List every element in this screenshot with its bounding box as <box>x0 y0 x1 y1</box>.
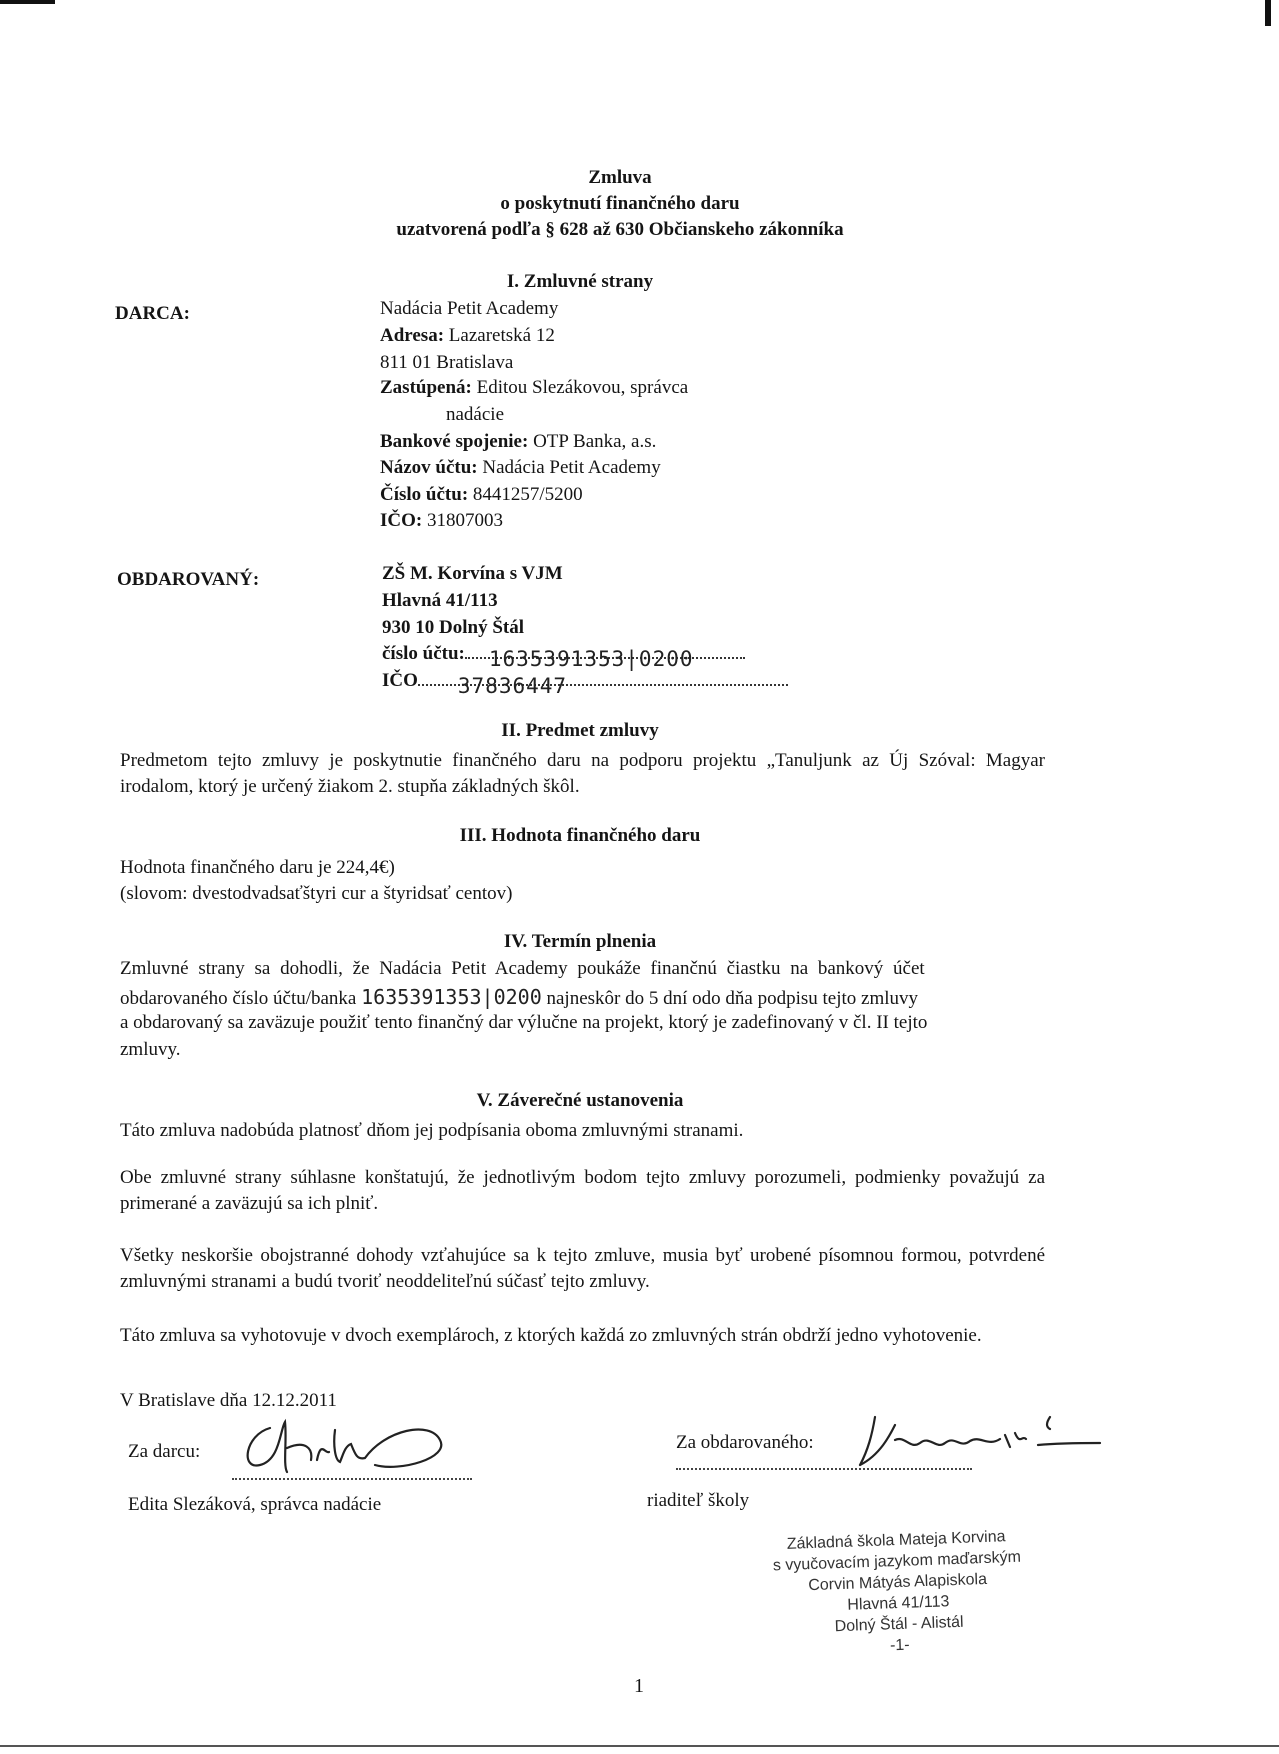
recipient-account-dotline <box>465 647 745 671</box>
donor-name: Nadácia Petit Academy <box>380 298 559 319</box>
section-5-title: V. Záverečné ustanovenia <box>476 1090 684 1111</box>
donor-account-name-label: Názov účtu: <box>380 457 478 478</box>
donor-signature-label: Za darcu: <box>128 1441 201 1462</box>
section-2-title: II. Predmet zmluvy <box>501 720 659 741</box>
place-and-date: V Bratislave dňa 12.12.2011 <box>120 1390 337 1411</box>
donor-account-name-value: Nadácia Petit Academy <box>482 457 661 478</box>
section-4-line-2-start: obdarovaného číslo účtu/banka <box>120 988 357 1009</box>
donor-ico <box>380 510 503 532</box>
section-5-paragraph-2: Obe zmluvné strany súhlasne konštatujú, že jednotlivým bodom tejto zmluvy porozumeli, podmienky považujú za primerané a zaväzujú sa ich plniť. <box>120 1167 1045 1214</box>
section-1-title: I. Zmluvné strany <box>506 271 654 292</box>
scan-mark-top-right <box>1265 0 1271 26</box>
section-3-in-words: (slovom: dvestodvadsaťštyri cur a štyridsať centov) <box>120 883 513 904</box>
section-4-line-4: zmluvy. <box>120 1039 181 1060</box>
recipient-signature <box>850 1405 1110 1475</box>
recipient-ico-dotline <box>418 674 788 698</box>
donor-signature-line <box>232 1478 472 1480</box>
section-3-value: Hodnota finančného daru je 224,4€) <box>120 857 395 878</box>
donor-account-name <box>380 457 661 479</box>
donor-represented-value: Editou Slezákovou, správca <box>476 377 689 398</box>
stamp-line-6: -1- <box>889 1636 910 1655</box>
recipient-name: ZŠ M. Korvína s VJM <box>382 563 563 584</box>
stamp-line-5: Dolný Štál - Alistál <box>834 1613 964 1636</box>
stamp-line-4: Hlavná 41/113 <box>847 1593 950 1614</box>
donor-account-no <box>380 484 583 506</box>
donor-ico-value: 31807003 <box>426 510 503 531</box>
contract-subtitle: o poskytnutí finančného daru <box>500 193 740 214</box>
section-4-account-handwritten: 1635391353|0200 <box>361 985 542 1009</box>
donor-bank <box>380 431 656 453</box>
section-5-paragraph-3: Všetky neskoršie obojstranné dohody vzťahujúce sa k tejto zmluve, musia byť urobené písomnou formou, potvrdené zmluvnými stranami a budú tvoriť neoddeliteľnú súčasť tejto zmluvy. <box>120 1245 1045 1292</box>
donor-address-value: Lazaretská 12 <box>448 325 555 346</box>
donor-city: 811 01 Bratislava <box>380 352 514 373</box>
scan-mark-bottom <box>0 1745 1279 1747</box>
donor-bank-value: OTP Banka, a.s. <box>533 431 657 452</box>
recipient-account <box>382 643 745 671</box>
recipient-ico-handwritten: 37836447 <box>457 674 568 698</box>
recipient-account-handwritten: 1635391353|0200 <box>488 647 694 671</box>
recipient-ico-label: IČO <box>382 670 418 691</box>
contract-title: Zmluva <box>588 167 652 188</box>
page-number: 1 <box>634 1675 644 1697</box>
recipient-signature-line <box>676 1468 972 1470</box>
stamp-line-1: Základná škola Mateja Korvina <box>786 1528 1006 1553</box>
donor-represented-label: Zastúpená: <box>380 377 472 398</box>
donor-label: DARCA: <box>115 303 190 324</box>
school-stamp <box>746 1525 1050 1661</box>
donor-signature <box>225 1410 465 1480</box>
donor-account-no-value: 8441257/5200 <box>472 484 583 505</box>
donor-address-label: Adresa: <box>380 325 445 346</box>
section-2-text: Predmetom tejto zmluvy je poskytnutie finančného daru na podporu projektu „Tanuljunk az Új Szóval: Magyar irodalom, ktorý je určený žiakom 2. stupňa základných škôl. <box>120 750 1045 797</box>
section-5-paragraph-4: Táto zmluva sa vyhotovuje v dvoch exemplároch, z ktorých každá zo zmluvných strán obdrží jedno vyhotovenie. <box>120 1325 982 1346</box>
recipient-account-label: číslo účtu: <box>382 643 465 664</box>
recipient-signatory-role: riaditeľ školy <box>647 1490 750 1511</box>
recipient-ico <box>382 670 788 698</box>
section-4-line-1: Zmluvné strany sa dohodli, že Nadácia Petit Academy poukáže finančnú čiastku na bankový účet <box>120 958 925 979</box>
section-3-title: III. Hodnota finančného daru <box>459 825 701 846</box>
donor-ico-label: IČO: <box>380 510 423 531</box>
contract-legal-basis: uzatvorená podľa § 628 až 630 Občianskeho zákonníka <box>396 219 844 240</box>
section-4-title: IV. Termín plnenia <box>503 931 657 952</box>
recipient-city: 930 10 Dolný Štál <box>382 617 524 638</box>
section-4-line-2-end: najneskôr do 5 dní odo dňa podpisu tejto zmluvy <box>546 988 919 1009</box>
recipient-label: OBDAROVANÝ: <box>117 569 260 590</box>
donor-address <box>380 325 555 347</box>
donor-represented <box>380 377 688 399</box>
section-4-line-3: a obdarovaný sa zaväzuje použiť tento finančný dar výlučne na projekt, ktorý je zadefinovaný v čl. II tejto <box>120 1012 928 1033</box>
section-5-paragraph-1: Táto zmluva nadobúda platnosť dňom jej podpísania oboma zmluvnými stranami. <box>120 1120 744 1141</box>
donor-signatory-name: Edita Slezáková, správca nadácie <box>128 1494 382 1515</box>
recipient-street: Hlavná 41/113 <box>382 590 498 611</box>
stamp-line-2: s vyučovacím jazykom maďarským <box>772 1548 1022 1575</box>
recipient-signature-label: Za obdarovaného: <box>676 1432 814 1453</box>
donor-represented-cont: nadácie <box>446 404 505 425</box>
donor-bank-label: Bankové spojenie: <box>380 431 529 452</box>
donor-account-no-label: Číslo účtu: <box>380 484 469 505</box>
scan-mark-top-left <box>0 0 55 4</box>
stamp-line-3: Corvin Mátyás Alapiskola <box>808 1570 988 1595</box>
section-4-line-2 <box>120 985 918 1010</box>
